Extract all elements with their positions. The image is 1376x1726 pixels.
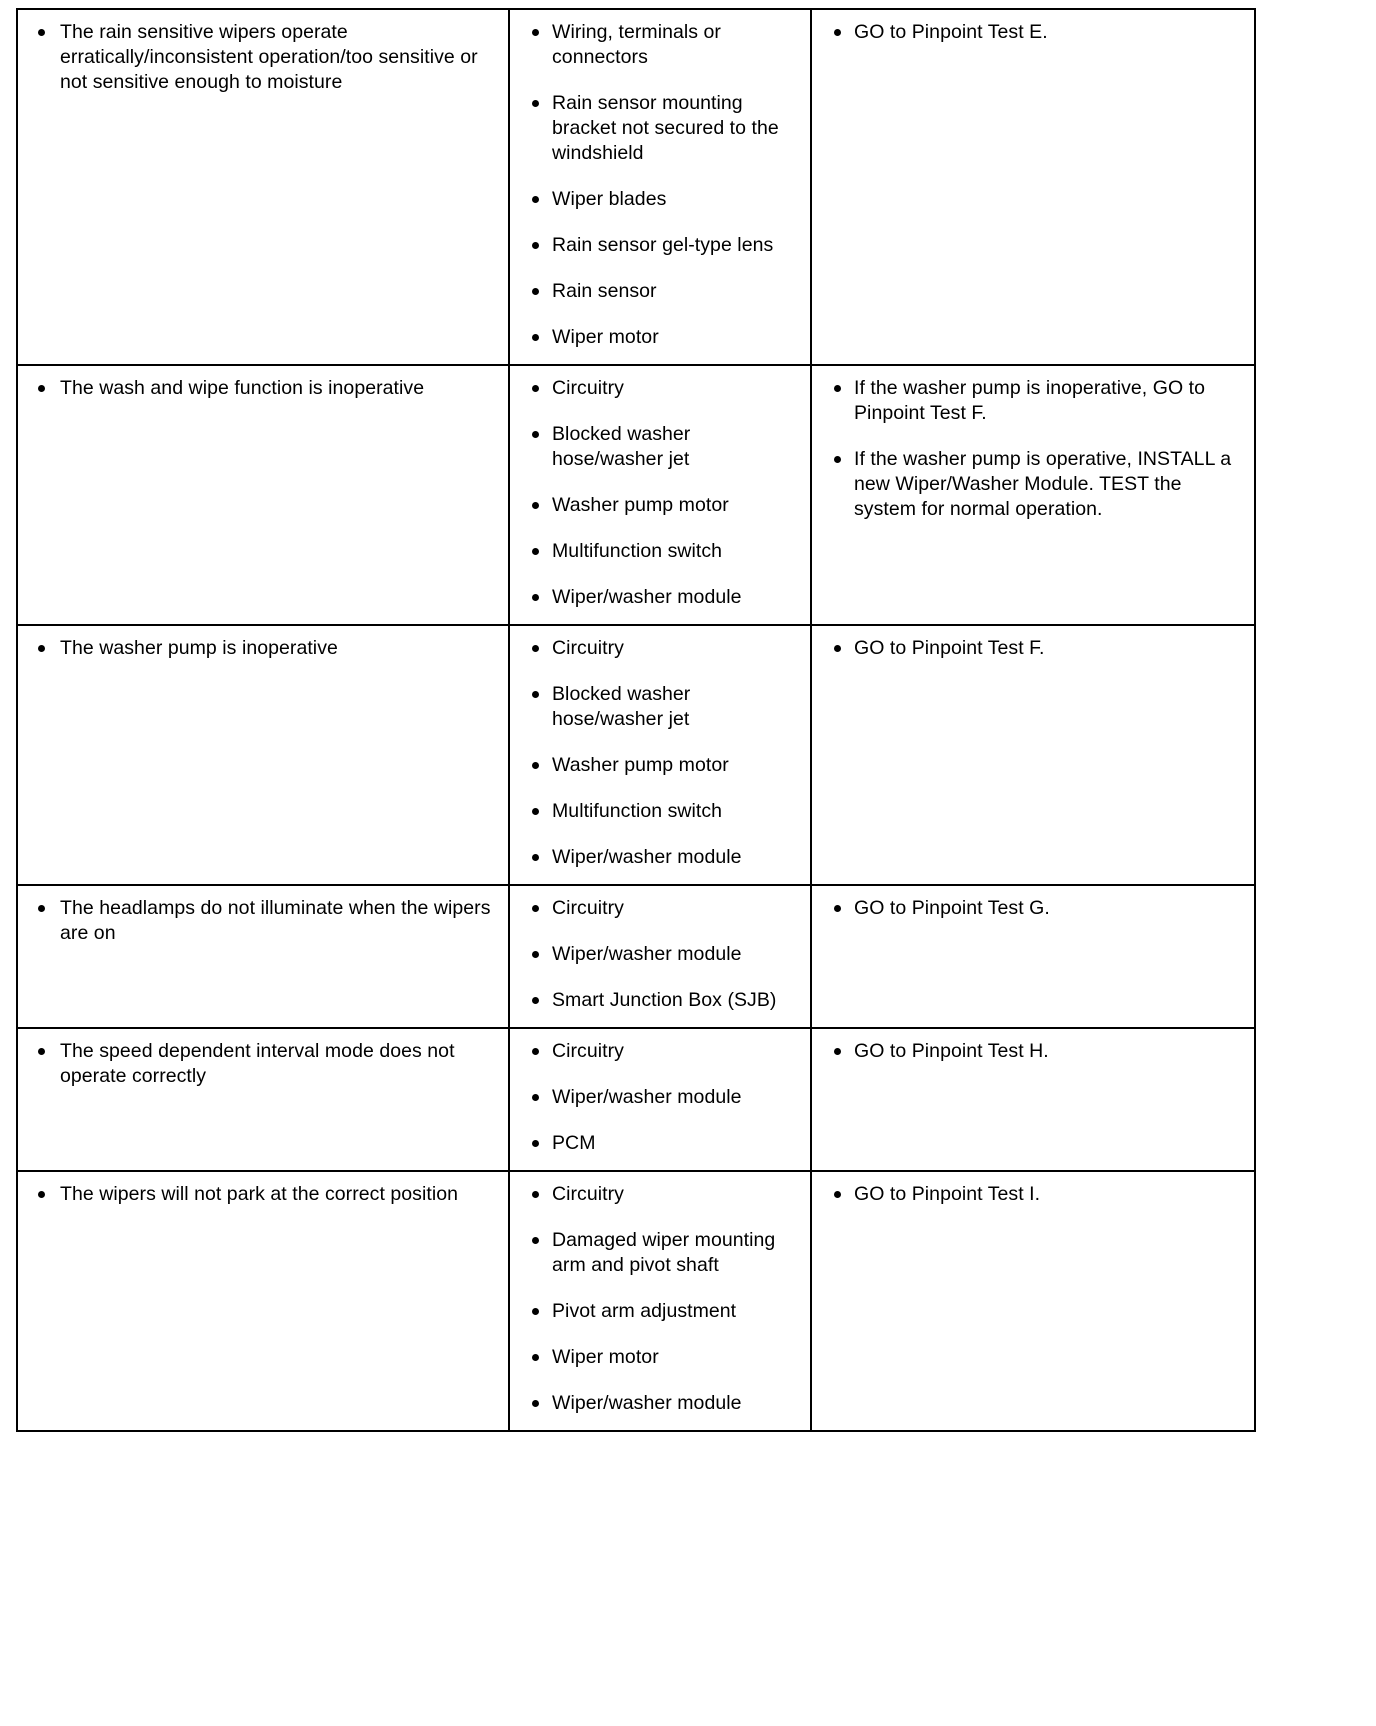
possible-cause-cell (509, 625, 811, 885)
cause-list (520, 20, 800, 350)
list-item: Multifunction switch (520, 799, 800, 824)
list-item: Circuitry (520, 896, 800, 921)
list-item: Damaged wiper mounting arm and pivot shaft (520, 1228, 800, 1278)
list-item: Rain sensor mounting bracket not secured to the windshield (520, 91, 800, 166)
list-item: If the washer pump is inoperative, GO to Pinpoint Test F. (822, 376, 1244, 426)
list-item: Blocked washer hose/washer jet (520, 682, 800, 732)
action-list (822, 20, 1244, 45)
list-item: Rain sensor (520, 279, 800, 304)
action-list (822, 1182, 1244, 1207)
list-item: If the washer pump is operative, INSTALL a new Wiper/Washer Module. TEST the system for normal operation. (822, 447, 1244, 522)
list-item: The headlamps do not illuminate when the wipers are on (28, 896, 498, 946)
list-item: Wiper/washer module (520, 585, 800, 610)
action-list (822, 896, 1244, 921)
action-cell (811, 885, 1255, 1028)
list-item: Circuitry (520, 376, 800, 401)
list-item: The speed dependent interval mode does not operate correctly (28, 1039, 498, 1089)
list-item: Circuitry (520, 1039, 800, 1064)
list-item: Wiper motor (520, 325, 800, 350)
possible-cause-cell (509, 1171, 811, 1431)
symptom-cell (17, 1028, 509, 1171)
list-item: Wiring, terminals or connectors (520, 20, 800, 70)
table-row (17, 1171, 1255, 1431)
list-item: Smart Junction Box (SJB) (520, 988, 800, 1013)
symptom-list (28, 1039, 498, 1089)
table-body (17, 9, 1255, 1431)
list-item: Rain sensor gel-type lens (520, 233, 800, 258)
table-row (17, 9, 1255, 365)
symptom-list (28, 896, 498, 946)
possible-cause-cell (509, 9, 811, 365)
possible-cause-cell (509, 885, 811, 1028)
list-item: The rain sensitive wipers operate erratically/inconsistent operation/too sensitive or not sensitive enough to moisture (28, 20, 498, 95)
table-row (17, 365, 1255, 625)
symptom-cell (17, 625, 509, 885)
symptom-cell (17, 885, 509, 1028)
list-item: The wipers will not park at the correct position (28, 1182, 498, 1207)
list-item: The wash and wipe function is inoperative (28, 376, 498, 401)
cause-list (520, 1039, 800, 1156)
possible-cause-cell (509, 1028, 811, 1171)
cause-list (520, 636, 800, 870)
list-item: GO to Pinpoint Test F. (822, 636, 1244, 661)
symptom-list (28, 20, 498, 95)
action-list (822, 1039, 1244, 1064)
table-row (17, 1028, 1255, 1171)
symptom-list (28, 636, 498, 661)
list-item: PCM (520, 1131, 800, 1156)
list-item: Wiper motor (520, 1345, 800, 1370)
list-item: Wiper/washer module (520, 1085, 800, 1110)
list-item: Wiper/washer module (520, 845, 800, 870)
list-item: Washer pump motor (520, 493, 800, 518)
symptom-cell (17, 9, 509, 365)
symptom-cell (17, 365, 509, 625)
list-item: Wiper/washer module (520, 942, 800, 967)
action-list (822, 636, 1244, 661)
action-list (822, 376, 1244, 522)
list-item: Multifunction switch (520, 539, 800, 564)
cause-list (520, 896, 800, 1013)
action-cell (811, 625, 1255, 885)
possible-cause-cell (509, 365, 811, 625)
list-item: Pivot arm adjustment (520, 1299, 800, 1324)
list-item: Circuitry (520, 1182, 800, 1207)
action-cell (811, 9, 1255, 365)
cause-list (520, 376, 800, 610)
table-row (17, 625, 1255, 885)
list-item: Circuitry (520, 636, 800, 661)
list-item: Wiper blades (520, 187, 800, 212)
list-item: GO to Pinpoint Test E. (822, 20, 1244, 45)
list-item: Wiper/washer module (520, 1391, 800, 1416)
table-row (17, 885, 1255, 1028)
list-item: GO to Pinpoint Test I. (822, 1182, 1244, 1207)
list-item: GO to Pinpoint Test G. (822, 896, 1244, 921)
action-cell (811, 1171, 1255, 1431)
list-item: Blocked washer hose/washer jet (520, 422, 800, 472)
symptom-cell (17, 1171, 509, 1431)
diagnostic-table (16, 8, 1256, 1432)
list-item: The washer pump is inoperative (28, 636, 498, 661)
cause-list (520, 1182, 800, 1416)
action-cell (811, 365, 1255, 625)
action-cell (811, 1028, 1255, 1171)
list-item: Washer pump motor (520, 753, 800, 778)
list-item: GO to Pinpoint Test H. (822, 1039, 1244, 1064)
symptom-list (28, 376, 498, 401)
symptom-list (28, 1182, 498, 1207)
